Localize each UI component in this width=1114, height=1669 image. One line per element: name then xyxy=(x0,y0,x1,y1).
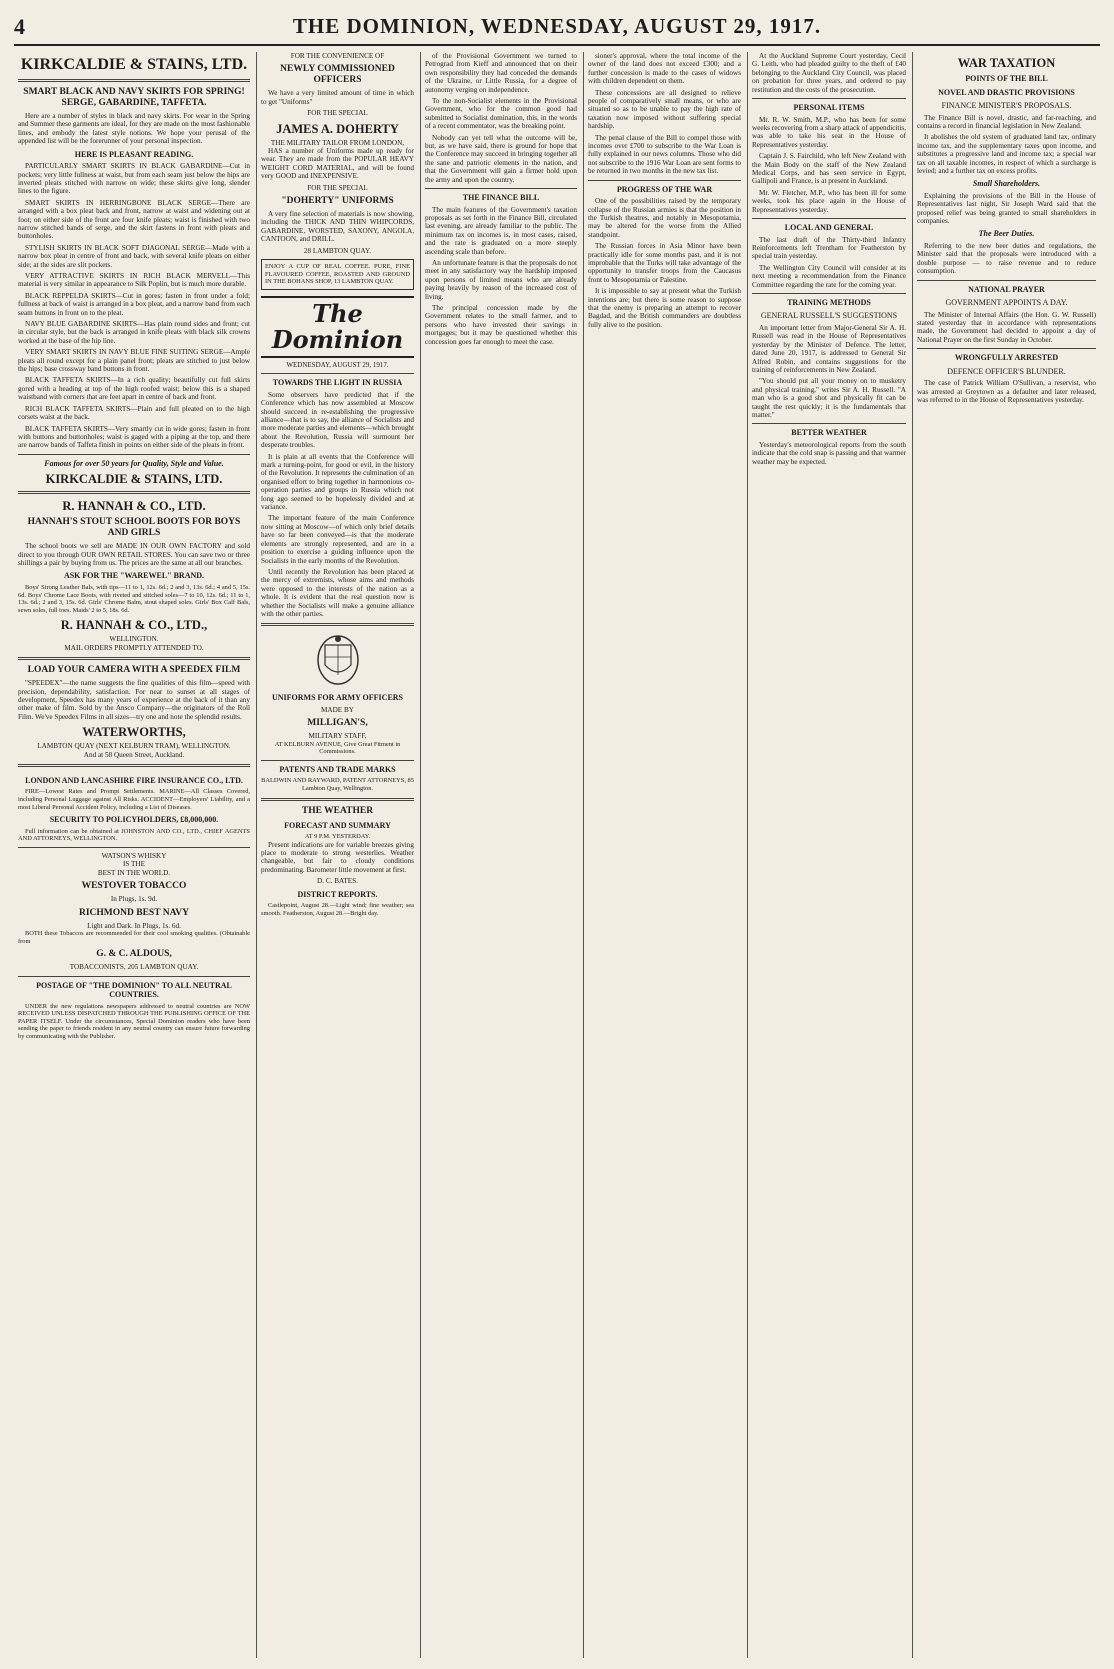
divider xyxy=(18,764,250,767)
divider xyxy=(752,293,906,294)
hannah-mail: MAIL ORDERS PROMPTLY ATTENDED TO. xyxy=(64,643,204,652)
divider xyxy=(18,491,250,494)
westover-title: WESTOVER TOBACCO xyxy=(81,881,187,892)
divider xyxy=(917,280,1096,281)
divider xyxy=(18,657,250,660)
divider xyxy=(18,79,250,82)
finance-para: An unfortunate feature is that the proposals do not meet in any satisfactory way the hardship imposed upon persons of limited means who are already paying heavily by reason of the increased cost of living. xyxy=(425,259,577,301)
doherty-body: HAS a number of Uniforms made up ready for wear. They are made from the POPULAR HEAVY WEIGHT CORD MATERIAL, and will be found very GOOD and INEXPENSIVE. xyxy=(261,147,414,181)
article-para: The penal clause of the Bill to compel those with incomes over £700 to subscribe to the War Loan is fully explained in our news columns. Those who did not subscribe to the 1916 War Loan are sent forms to be returned in two months in the new tax list. xyxy=(588,133,741,176)
better-weather-headline: BETTER WEATHER xyxy=(791,428,867,438)
training-methods-headline: TRAINING METHODS xyxy=(787,297,871,307)
finance-para: The main features of the Government's taxation proposals as set forth in the Finance Bill, circulated last evening, are already familiar to the public. The minimum tax on incomes is, in most cases, raised, and the rate is graduated on a more steeply ascending scale than before. xyxy=(425,205,577,256)
divider xyxy=(18,454,250,455)
waterworths-title: WATERWORTHS, xyxy=(82,725,186,740)
district-reports-body: Castlepoint, August 28.—Light wind; fine weather; sea smooth. Featherston, August 28.—Bright day. xyxy=(261,902,414,917)
column-2 xyxy=(256,52,418,1658)
kirkcaldie-item: NAVY BLUE GABARDINE SKIRTS—Has plain round sides and front; cut in circular style, but the back is arranged in knife pleats with black silk crowns worked at the base of the hip line. xyxy=(18,320,250,345)
doherty-name: JAMES A. DOHERTY xyxy=(276,121,399,136)
kirkcaldie-title: KIRKCALDIE & STAINS, LTD. xyxy=(20,56,248,73)
westover-sub: In Plugs, 1s. 9d. xyxy=(110,895,158,904)
kirkcaldie-item: BLACK TAFFETA SKIRTS—Very smartly cut in wide gores; fasten in front with buttons and buttonholes; waist is gaged with a piping at the top, and there are narrow bands of Taffeta finish in points on either side of the pleats in front. xyxy=(18,424,250,450)
hannah-ask: ASK FOR THE "WAREWEL" BRAND. xyxy=(63,571,205,581)
doherty-military: THE MILITARY TAILOR FROM LONDON, xyxy=(270,138,405,147)
patents-body: BALDWIN AND RAYWARD, PATENT ATTORNEYS, 85 Lambton Quay, Wellington. xyxy=(261,777,414,792)
hannah-headline: HANNAH'S STOUT SCHOOL BOOTS FOR BOYS AND GIRLS xyxy=(27,517,241,539)
london-info: Full information can be obtained at JOHNSTON AND CO., LTD., CHIEF AGENTS AND ATTORNEYS, WELLINGTON. xyxy=(18,827,250,843)
article-para: of the Provisional Government we turned to Petrograd from Kieff and announced that on their own responsibility they had conceded the demands of the Ukraine, or Little Russia, for a degree of autonomy verging on independence. xyxy=(425,52,577,94)
weather-para: Yesterday's meteorological reports from the south indicate that the cold snap is passing and that warmer weather may be expected. xyxy=(752,440,906,466)
hannah-city: WELLINGTON. xyxy=(109,635,159,644)
kirkcaldie-item: VERY SMART SKIRTS IN NAVY BLUE FINE SUITING SERGE—Ample pleats all round except for a plain panel front; pleats are stitched to just below the hips; base crossway band buttons in front. xyxy=(18,348,250,374)
wrongfully-arrested-sub: DEFENCE OFFICER'S BLUNDER. xyxy=(947,366,1066,376)
divider xyxy=(917,348,1096,349)
leader-para: Some observers have predicted that if the Conference which has now assembled at Moscow should succeed in re-establishing the progressive alliance—that is to say, the alliance of Socialists and more moderate parties and elements—which brought about the Revolution, Russia will surmount her desperate troubles. xyxy=(261,390,414,450)
milligan-headline: UNIFORMS FOR ARMY OFFICERS xyxy=(271,693,404,703)
small-shareholders-headline: Small Shareholders. xyxy=(972,179,1041,189)
forecast-signature: D. C. BATES. xyxy=(317,877,358,886)
training-subheadline: GENERAL RUSSELL'S SUGGESTIONS xyxy=(760,311,898,321)
newspaper-title: THE DOMINION, WEDNESDAY, AUGUST 29, 1917. xyxy=(292,14,822,38)
coffee-ad: ENJOY A CUP OF REAL COFFEE. PURE, FINE FLAVOURED COFFEE, ROASTED AND GROUND IN THE BOHANS SHOP, 13 LAMBTON QUAY. xyxy=(261,259,414,290)
taxation-para: The Finance Bill is novel, drastic, and far-reaching, and contains a record in financial legislation in New Zealand. xyxy=(917,113,1096,130)
divider xyxy=(261,373,414,374)
war-para: The Russian forces in Asia Minor have been practically idle for some months past, and it is not improbable that the Turks will take advantage of the opportunity to transfer troops from the Caucasus front to Mesopotamia or Palestine. xyxy=(588,242,741,284)
postage-body: UNDER the new regulations newspapers addressed to neutral countries are NOW RECEIVED UNLESS DISPATCHED THROUGH THE PUBLISHING OFFICE OF THE PAPER ITSELF. Under the circumstances, Special Dominion readers who have been sending the paper to friends resident in any neutral country can ensure future forwarding by communicating with the Publisher. xyxy=(18,1002,250,1040)
kirkcaldie-item: BLACK REPPELDA SKIRTS—Cut in gores; fasten in front under a fold; fullness at back of waist is arranged in a box pleat, and a narrow band from each seam buttons in front on to the pleat. xyxy=(18,291,250,317)
article-para: To the non-Socialist elements in the Provisional Government, who for the common good had submitted to Socialist domination, this, in the words of a recent commentator, was the breaking point. xyxy=(425,97,577,131)
waterworths-address: LAMBTON QUAY (NEXT KELBURN TRAM), WELLINGTON. xyxy=(37,742,231,751)
column-6 xyxy=(912,52,1100,1658)
divider xyxy=(588,180,741,181)
richmond-sub: Light and Dark. In Plugs, 1s. 6d. xyxy=(87,921,181,930)
speedex-body: "SPEEDEX"—the name suggests the fine qualities of this film—speed with precision, dependability, satisfaction. For near to sunset at all stages of development, Speedex has many years of experience at the back of it than any other make of film. Sold by the Ansco Company—the originators of the Roll Film. We've Speedex Films in all sizes—try one and note the splendid results. xyxy=(18,679,250,721)
column-5 xyxy=(747,52,910,1658)
divider xyxy=(261,623,414,626)
war-taxation-sub: POINTS OF THE BILL xyxy=(965,74,1048,83)
kirkcaldie-item: PARTICULARLY SMART SKIRTS IN BLACK GABARDINE—Cut in pockets; very little fullness at waist, but from each seam just below the hips are inverted pleats stitched with narrow on wide; these skirts give long, slender lines to the figure. xyxy=(18,162,250,196)
article-para: Nobody can yet tell what the outcome will be, but, as we have said, there is ground for hope that the Conference may succeed in bringing together all the sane and patriotic elements in the nation, and that the Government will gain a firmer hold upon the army and upon the country. xyxy=(425,133,577,184)
london-body: FIRE—Lowest Rates and Prompt Settlements. MARINE—All Classes Covered, including Personal Luggage against All Risks. ACCIDENT—Employers' Liability, and a most Liberal Personal Accident Policy, including a List of Diseases. xyxy=(18,788,250,811)
kirkcaldie-item: SMART SKIRTS IN HERRINGBONE BLACK SERGE—There are arranged with a box pleat back and front, narrow at waist and widening out at foot; on either side of the front are four knife pleats; waist is finished with two narrow stitched bands of serge, and the skirt fastens in front with pleats and buttonholes. xyxy=(18,198,250,241)
leader-headline: TOWARDS THE LIGHT IN RUSSIA xyxy=(272,378,403,388)
national-prayer-headline: NATIONAL PRAYER xyxy=(968,284,1045,294)
leader-para: It is plain at all events that the Conference will mark a turning-point, for good or evil, in the history of the Revolution. It represents the culmination of an organised effort to bring together in harmonious co-operation parties and groups in Russia which not long ago seemed to be hopelessly divided and at variance. xyxy=(261,452,414,512)
forecast-time: AT 9 P.M. YESTERDAY. xyxy=(304,833,371,841)
tobacco-body: BOTH these Tobaccos are recommended for their cool smoking qualities. (Obtainable from xyxy=(18,929,250,945)
hannah-title: R. HANNAH & CO., LTD. xyxy=(62,499,206,514)
flag-date: WEDNESDAY, AUGUST 29, 1917. xyxy=(286,360,389,369)
personal-para: Captain J. S. Fairchild, who left New Zealand with the Main Body on the staff of the New Zealand Medical Corps, and has seen service in Egypt, Gallipoli and France, is at present in Auckland. xyxy=(752,152,906,186)
wrongfully-arrested-headline: WRONGFULLY ARRESTED xyxy=(954,353,1059,363)
kirkcaldie-item: RICH BLACK TAFFETA SKIRTS—Plain and full pleated on to the high corsets waist at the back. xyxy=(18,404,250,422)
forecast-body: Present indications are for variable breezes giving place to moderate to strong westerlies. Weather changeable, but fair to cloudy conditions predominating. Barometer little movement at first. xyxy=(261,840,414,874)
divider xyxy=(18,976,250,977)
local-para: The Wellington City Council will consider at its next meeting a recommendation from the Finance Committee regarding the rate for the coming year. xyxy=(752,263,906,289)
convenience-label: FOR THE CONVENIENCE OF xyxy=(290,52,385,60)
doherty-uniforms-body: A very fine selection of materials is now showing, including the THICK AND THIN WHIPCORDS, GABARDINE, WORSTED, SAXONY, ANGOLA, CANTOON, and DRILL. xyxy=(261,210,414,244)
doherty-uniforms: "DOHERTY" UNIFORMS xyxy=(281,196,394,207)
watsons-line-2: IS THE xyxy=(122,860,146,869)
kirkcaldie-footer: Famous for over 50 years for Quality, Style and Value. xyxy=(44,458,224,468)
divider xyxy=(752,98,906,99)
london-title: LONDON AND LANCASHIRE FIRE INSURANCE CO., LTD. xyxy=(25,775,243,785)
postage-title: POSTAGE OF "THE DOMINION" TO ALL NEUTRAL COUNTRIES. xyxy=(36,980,232,1000)
progress-of-war-headline: PROGRESS OF THE WAR xyxy=(616,184,713,194)
divider xyxy=(261,760,414,761)
kirkcaldie-headline: SMART BLACK AND NAVY SKIRTS FOR SPRING! SERGE, GABARDINE, TAFFETA. xyxy=(23,87,245,108)
arrest-para: The case of Patrick William O'Sullivan, a reservist, who was arrested at Greytown as a defaulter and later released, was referred to in the House of Representatives yesterday. xyxy=(917,379,1096,405)
beer-duties-para: Referring to the new beer duties and regulations, the Minister said that the proposals were introduced with a double purpose — to raise revenue and to reduce consumption. xyxy=(917,241,1096,276)
article-para: sioner's approval, where the total income of the owner of the land does not exceed £300; and a further concession is made to the cases of widows with children dependent on them. xyxy=(588,52,741,86)
divider xyxy=(752,423,906,424)
personal-para: Mr. R. W. Smith, M.P., who has been for some weeks recovering from a sharp attack of appendicitis, was able to take his seat in the House of Representatives yesterday. xyxy=(752,115,906,149)
taxation-para: It abolishes the old system of graduated land tax, ordinary income tax, and the supplementary taxes upon income, and substitutes a progressive land and income tax; a special war tax on all taxable incomes, in respect of which a surcharge is levied; and a further tax on excess profits. xyxy=(917,133,1096,175)
forecast-headline: FORECAST AND SUMMARY xyxy=(284,820,391,830)
special-label: FOR THE SPECIAL xyxy=(307,109,368,118)
local-general-headline: LOCAL AND GENERAL xyxy=(784,223,874,232)
beer-duties-headline: The Beer Duties. xyxy=(978,229,1035,239)
milligan-name: MILLIGAN'S, xyxy=(307,718,368,729)
kirkcaldie-title-repeat: KIRKCALDIE & STAINS, LTD. xyxy=(45,472,223,487)
divider xyxy=(752,218,906,219)
kirkcaldie-item: VERY ATTRACTIVE SKIRTS IN RICH BLACK MERVELL—This material is very similar in appearance to Silk Poplin, but is much more durable. xyxy=(18,272,250,289)
column-1-advertisements xyxy=(14,52,254,1658)
divider xyxy=(425,188,577,189)
aldous-sub: TOBACCONISTS, 205 LAMBTON QUAY. xyxy=(69,963,199,972)
richmond-title: RICHMOND BEST NAVY xyxy=(79,907,189,918)
finance-para: The principal concession made by the Government relates to the small farmer, and to persons who have invested their savings in mortgages; but it may be questioned whether this concession goes far enough to meet the case. xyxy=(425,304,577,346)
training-para: "You should put all your money on to musketry and physical training," writes Sir A. H. Russell. "A man who is a good shot and physically fit can be taught the rest quickly; it is the fundamentals that matter." xyxy=(752,377,906,419)
divider xyxy=(261,798,414,801)
patents-title: PATENTS AND TRADE MARKS xyxy=(279,764,396,774)
article-para: At the Auckland Supreme Court yesterday, Cecil G. Leith, who had pleaded guilty to the theft of £40 belonging to the Auckland City Council, was placed on probation for three years, and ordered to pay restitution and the costs of the prosecution. xyxy=(752,52,906,94)
leader-para: Until recently the Revolution has been placed at the mercy of extremists, whose aims and methods were opposed to the interests of the nation as a whole. It is evident that the real question now is whether the Socialists will make a genuine alliance with the other parties. xyxy=(261,567,414,618)
leader-para: The important feature of the main Conference now sitting at Moscow—of which only brief details have so far been conveyed—is that the moderate elements are strongly represented, and are in a position to exercise a guiding influence upon the Socialists in the early months of the Revolution. xyxy=(261,514,414,565)
personal-items-headline: PERSONAL ITEMS xyxy=(793,103,865,113)
weather-title: THE WEATHER xyxy=(301,805,374,816)
milligan-address: AT KELBURN AVENUE, Give Great Fitment in Commissions. xyxy=(274,740,401,756)
masthead xyxy=(14,10,1100,46)
milligan-sub: MILITARY STAFF, xyxy=(308,732,367,741)
london-lancashire-ad xyxy=(18,772,250,1044)
war-taxation-sub-3: FINANCE MINISTER'S PROPOSALS. xyxy=(941,101,1072,110)
kirkcaldie-item: STYLISH SKIRTS IN BLACK SOFT DIAGONAL SERGE—Made with a narrow box pleat in centre of front and back, with several knife pleats on either side; at the sides are slit pockets. xyxy=(18,243,250,269)
hannah-intro: The school boots we sell are MADE IN OUR OWN FACTORY and sold direct to you through OUR OWN RETAIL STORES. You can save two or three shillings a pair by buying from us. The prices are the same at all our branches. xyxy=(18,542,250,568)
column-4 xyxy=(583,52,745,1658)
dominion-flag: The Dominion xyxy=(261,296,414,358)
special-label-2: FOR THE SPECIAL xyxy=(307,183,368,192)
kirkcaldie-item: BLACK TAFFETA SKIRTS—In a rich quality; beautifully cut full skirts gored with a heading at top of the high roofed waist; below this is a shaped waistband with corners that are feet apart in centre of back and front. xyxy=(18,376,250,402)
aldous-title: G. & C. ALDOUS, xyxy=(96,949,172,960)
watsons-line-3: BEST IN THE WORLD. xyxy=(97,868,171,877)
page-number: 4 xyxy=(14,14,25,39)
prayer-para: The Minister of Internal Affairs (the Hon. G. W. Russell) stated yesterday that in accordance with representations made, the Government had decided to appoint a day of National Prayer on the first Sunday in October. xyxy=(917,310,1096,344)
article-para: These concessions are all designed to relieve people of comparatively small means, or who are situated so as to be unable to pay the high rate of taxation now imposed without suffering special hardship. xyxy=(588,88,741,131)
kirkcaldie-subhead: HERE IS PLEASANT READING. xyxy=(74,149,194,159)
doherty-address: 28 LAMBTON QUAY. xyxy=(303,246,372,255)
waterworths-address-2: And at 58 Queen Street, Auckland. xyxy=(83,750,185,759)
watsons-line-1: WATSON'S WHISKY xyxy=(101,851,167,860)
divider xyxy=(18,847,250,848)
hannah-title-repeat: R. HANNAH & CO., LTD., xyxy=(60,618,208,633)
finance-bill-headline: THE FINANCE BILL xyxy=(462,193,540,203)
training-para: An important letter from Major-General Sir A. H. Russell was read in the House of Representatives yesterday by the Minister of Defence. The letter, dated June 20, 1917, is addressed to General Sir Alfred Robin, and contains suggestions for the training of reinforcements in New Zealand. xyxy=(752,323,906,374)
milligan-made: MADE BY xyxy=(321,705,354,714)
doherty-intro: We have a very limited amount of time in which to get "Uniforms" xyxy=(261,89,414,106)
column-3 xyxy=(420,52,581,1658)
district-reports-headline: DISTRICT REPORTS. xyxy=(297,889,378,899)
bottom-ads-row xyxy=(18,772,250,1044)
coat-of-arms-icon xyxy=(303,631,373,689)
local-para: The last draft of the Thirty-third Infantry Reinforcements left Trentham for Featherston by special train yesterday. xyxy=(752,235,906,261)
london-security: SECURITY TO POLICYHOLDERS, £8,000,000. xyxy=(49,815,219,825)
national-prayer-sub: GOVERNMENT APPOINTS A DAY. xyxy=(945,298,1068,308)
personal-para: Mr. W. Fletcher, M.P., who has been ill for some weeks, took his place again in the House of Representatives yesterday. xyxy=(752,188,906,214)
war-para: It is impossible to say at present what the Turkish intentions are; but there is some reason to suppose that the enemy is preparing an attempt to recover Bagdad, and the British commanders are doubtless fully alive to the position. xyxy=(588,287,741,329)
war-taxation-sub-2: NOVEL AND DRASTIC PROVISIONS xyxy=(938,87,1075,97)
small-shareholders-para: Explaining the provisions of the Bill in the House of Representatives last night, Sir Joseph Ward said that the proposed relief was being granted to small shareholders in companies. xyxy=(917,191,1096,226)
hannah-price-list: Boys' Strong Leather Bals, with tips—11 to 1, 12s. 6d.; 2 and 3, 13s. 6d.; 4 and 5, 15s. 6d. Boys' Chrome Lace Boots, with riveted and stitched soles—7 to 10, 12s. 6d.; 11 to 1, 13s. 6d.; 2 and 3, 15s. 6d. Girls' Chrome Balm, stout shaped soles. Girls' Box Calf Bals, sewn soles, full toes. Maids' 2 to 5, 18s. 6d. xyxy=(18,583,250,614)
speedex-title: LOAD YOUR CAMERA WITH A SPEEDEX FILM xyxy=(27,665,241,676)
kirkcaldie-intro: Here are a number of styles in black and navy skirts. For wear in the Spring and Summer these garments are ideal, for they are made on the most fashionable lines, and embody the latest style notions. We hope your perusal of the appended list will be the forerunner of your personal inspection. xyxy=(18,112,250,146)
war-taxation-title: WAR TAXATION xyxy=(957,56,1056,70)
war-para: One of the possibilities raised by the temporary collapse of the Russian armies is that the position in the Turkish theatres, and notably in Mesopotamia, may be altered for the worse from the Allied standpoint. xyxy=(588,197,741,239)
newly-commissioned-headline: NEWLY COMMISSIONED OFFICERS xyxy=(280,64,395,86)
